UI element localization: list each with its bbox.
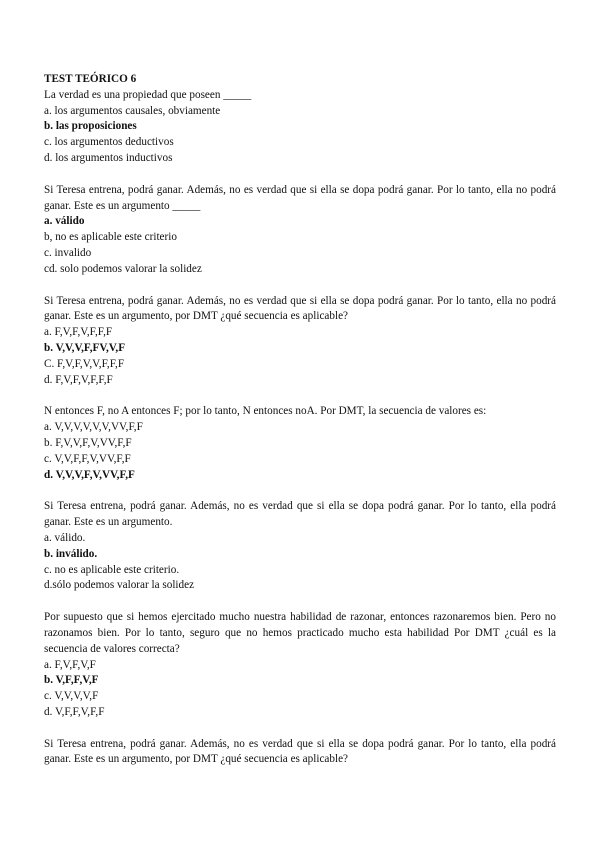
answer-option: d. V,F,F,V,F,F bbox=[44, 705, 105, 718]
answer-option: b, no es aplicable este criterio bbox=[44, 231, 177, 244]
question-text: La verdad es una propiedad que poseen _____ bbox=[44, 88, 252, 101]
question-text: Si Teresa entrena, podrá ganar. Además, no es verdad que si ella se dopa podrá ganar. Por lo tanto, ella no podrá ganar. Este es un argumento, por DMT ¿qué secuencia es aplicable? bbox=[44, 294, 556, 323]
answer-option: d. los argumentos inductivos bbox=[44, 151, 173, 164]
answer-option: C. F,V,F,V,V,F,F,F bbox=[44, 357, 125, 370]
answer-option-correct: b. las proposiciones bbox=[44, 120, 137, 133]
answer-option: cd. solo podemos valorar la solidez bbox=[44, 262, 202, 275]
answer-option-correct: b. V,V,V,F,FV,V,F bbox=[44, 341, 126, 354]
question-block bbox=[44, 737, 556, 769]
answer-option: d. F,V,F,V,F,F,F bbox=[44, 373, 113, 386]
answer-option-correct: b. inválido. bbox=[44, 547, 98, 560]
answer-option-correct: d. V,V,V,F,V,VV,F,F bbox=[44, 468, 135, 481]
answer-option: c. no es aplicable este criterio. bbox=[44, 563, 180, 576]
question-block bbox=[44, 88, 556, 167]
answer-option: b. F,V,V,F,V,VV,F,F bbox=[44, 436, 132, 449]
question-block bbox=[44, 404, 556, 483]
page-title: TEST TEÓRICO 6 bbox=[44, 73, 137, 85]
answer-option: a. F,V,F,V,F,F,F bbox=[44, 326, 113, 339]
answer-option: a. válido. bbox=[44, 531, 86, 544]
answer-option: a. los argumentos causales, obviamente bbox=[44, 104, 221, 117]
answer-option: a. F,V,F,V,F bbox=[44, 658, 96, 671]
answer-option: c. V,V,F,F,V,VV,F,F bbox=[44, 452, 131, 465]
question-text: Por supuesto que si hemos ejercitado mucho nuestra habilidad de razonar, entonces razonaremos bien. Pero no razonamos bien. Por lo tanto, seguro que no hemos practicado mucho esta habilidad Por DMT ¿cuál es la secuencia de valores correcta? bbox=[44, 611, 556, 655]
answer-option: c. invalido bbox=[44, 246, 92, 259]
answer-option: a. V,V,V,V,V,V,VV,F,F bbox=[44, 421, 143, 434]
question-list bbox=[44, 88, 556, 768]
answer-option: c. los argumentos deductivos bbox=[44, 136, 174, 149]
question-block bbox=[44, 183, 556, 278]
question-block bbox=[44, 499, 556, 594]
question-block bbox=[44, 294, 556, 389]
question-text: N entonces F, no A entonces F; por lo tanto, N entonces noA. Por DMT, la secuencia de valores es: bbox=[44, 405, 487, 418]
document-content bbox=[44, 72, 556, 768]
question-text: Si Teresa entrena, podrá ganar. Además, no es verdad que si ella se dopa podrá ganar. Por lo tanto, ella no podrá ganar. Este es un argumento _____ bbox=[44, 183, 556, 212]
answer-option-correct: b. V,F,F,V,F bbox=[44, 674, 99, 687]
answer-option-correct: a. válido bbox=[44, 215, 85, 228]
question-text: Si Teresa entrena, podrá ganar. Además, no es verdad que si ella se dopa podrá ganar. Por lo tanto, ella podrá ganar. Este es un argumento, por DMT ¿qué secuencia es aplicable? bbox=[44, 737, 556, 766]
question-block bbox=[44, 610, 556, 721]
answer-option: c. V,V,V,V,F bbox=[44, 690, 99, 703]
answer-option: d.sólo podemos valorar la solidez bbox=[44, 579, 195, 592]
question-text: Si Teresa entrena, podrá ganar. Además, no es verdad que si ella se dopa podrá ganar. Por lo tanto, ella podrá ganar. Este es un argumento. bbox=[44, 500, 556, 529]
